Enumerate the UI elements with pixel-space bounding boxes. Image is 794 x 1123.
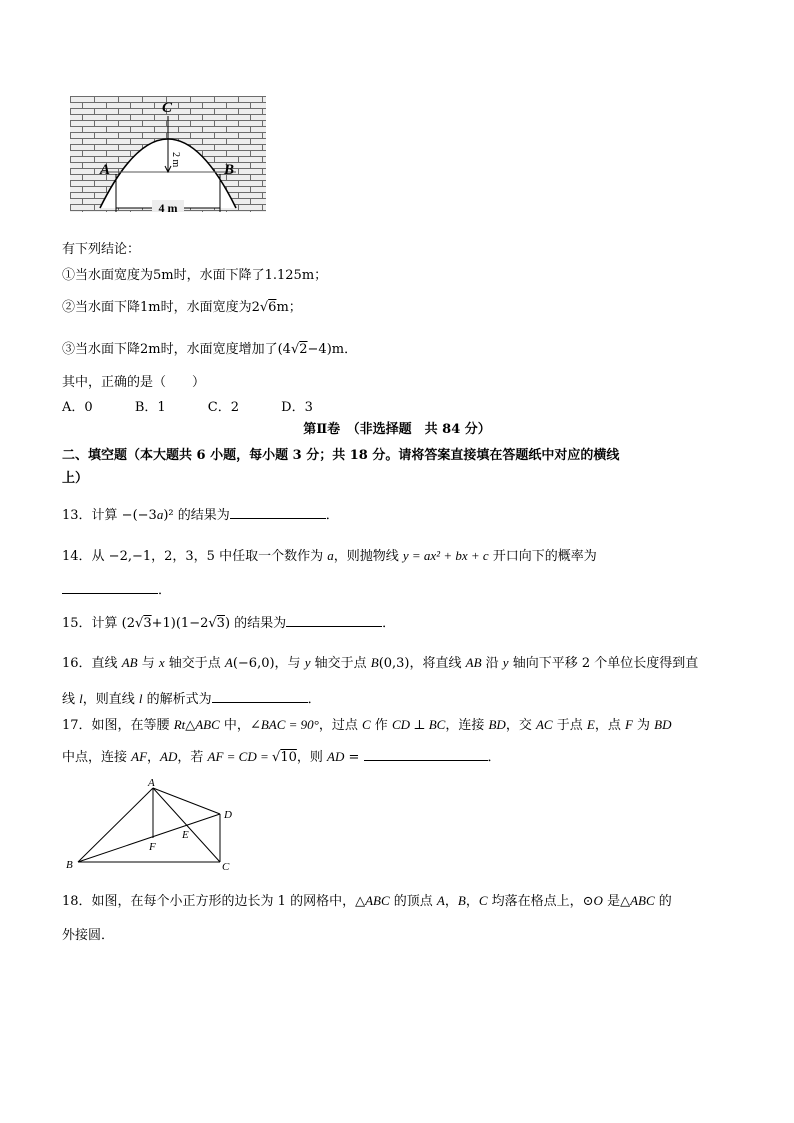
answer-blank-15[interactable] [286, 612, 382, 627]
part-2-heading-line-1: 二、填空题（本大题共 6 小题，每小题 3 分；共 18 分。请将答案直接填在答题纸中对应的横线 [62, 448, 620, 463]
question-18-line-2: 外接圆． [62, 928, 115, 943]
sqrt-symbol: √ [135, 616, 144, 631]
point-a-label: A [148, 777, 155, 789]
question-15: 15．计算 (2√3+1)(1−2√3) 的结果为 ． [62, 612, 395, 631]
segment-ad [153, 788, 220, 814]
point-c-label: C [162, 100, 173, 116]
question-13: 13．计算 −(−3a)² 的结果为 ． [62, 504, 339, 523]
point-c-label: C [222, 861, 230, 872]
question-18-line-1: 18．如图，在每个小正方形的边长为 1 的网格中，△ABC 的顶点 A，B，C 均落在格点上，⊙O 是△ABC 的 [62, 893, 672, 909]
statement-2: ②当水面下降1m时，水面宽度为2√6m； [62, 300, 302, 315]
question-17-line-1: 17．如图，在等腰 Rt△ABC 中，∠BAC = 90°，过点 C 作 CD ⊥ BC，连接 BD，交 AC 于点 E，点 F 为 BD [62, 717, 672, 733]
question-12-options [62, 396, 351, 415]
answer-blank-14[interactable] [62, 579, 158, 594]
point-a-label: A [100, 162, 111, 178]
question-14-line-2: ． [62, 579, 171, 598]
arch-bridge-figure [70, 96, 266, 212]
point-b-label: B [224, 162, 235, 178]
question-12-prompt: 其中，正确的是（ ） [62, 375, 206, 390]
sqrt-symbol: √ [290, 342, 300, 357]
question-17-line-2: 中点，连接 AF，AD，若 AF = CD = √10，则 AD = ． [62, 746, 501, 765]
point-d-label: D [224, 809, 232, 821]
question-16-line-2: 线 l，则直线 l 的解析式为 ． [62, 688, 321, 707]
statement-3: ③当水面下降2m时，水面宽度增加了(4√2−4)m． [62, 342, 358, 357]
statement-1: ①当水面宽度为5m时，水面下降了1.125m； [62, 268, 328, 283]
section-title: 第Ⅱ卷 （非选择题 共 84 分） [303, 422, 491, 437]
sqrt-symbol: √ [272, 750, 281, 765]
sqrt-symbol: √ [208, 616, 217, 631]
option-b: B．1 [134, 400, 166, 415]
width-label: 4 m [158, 201, 178, 212]
option-c: C．2 [207, 400, 239, 415]
segment-ab [78, 788, 153, 862]
part-2-heading-line-2: 上） [62, 471, 89, 486]
sqrt-symbol: √ [259, 300, 269, 315]
point-f-label: F [149, 841, 156, 853]
option-a: A．0 [62, 400, 93, 415]
triangle-figure [62, 776, 248, 872]
question-16-line-1: 16．直线 AB 与 x 轴交于点 A(−6,0)，与 y 轴交于点 B(0,3)，将直线 AB 沿 y 轴向下平移 2 个单位长度得到直 [62, 655, 699, 671]
answer-blank-13[interactable] [230, 504, 326, 519]
conclusions-intro: 有下列结论： [62, 242, 141, 257]
answer-blank-16[interactable] [212, 688, 308, 703]
answer-blank-17[interactable] [364, 746, 488, 761]
option-d: D．3 [281, 400, 313, 415]
question-14-line-1: 14．从 −2,−1，2，3，5 中任取一个数作为 a，则抛物线 y = ax² + bx + c 开口向下的概率为 [62, 548, 597, 564]
point-b-label: B [66, 859, 73, 871]
depth-label: 2 m [170, 152, 181, 168]
point-e-label: E [182, 829, 189, 841]
